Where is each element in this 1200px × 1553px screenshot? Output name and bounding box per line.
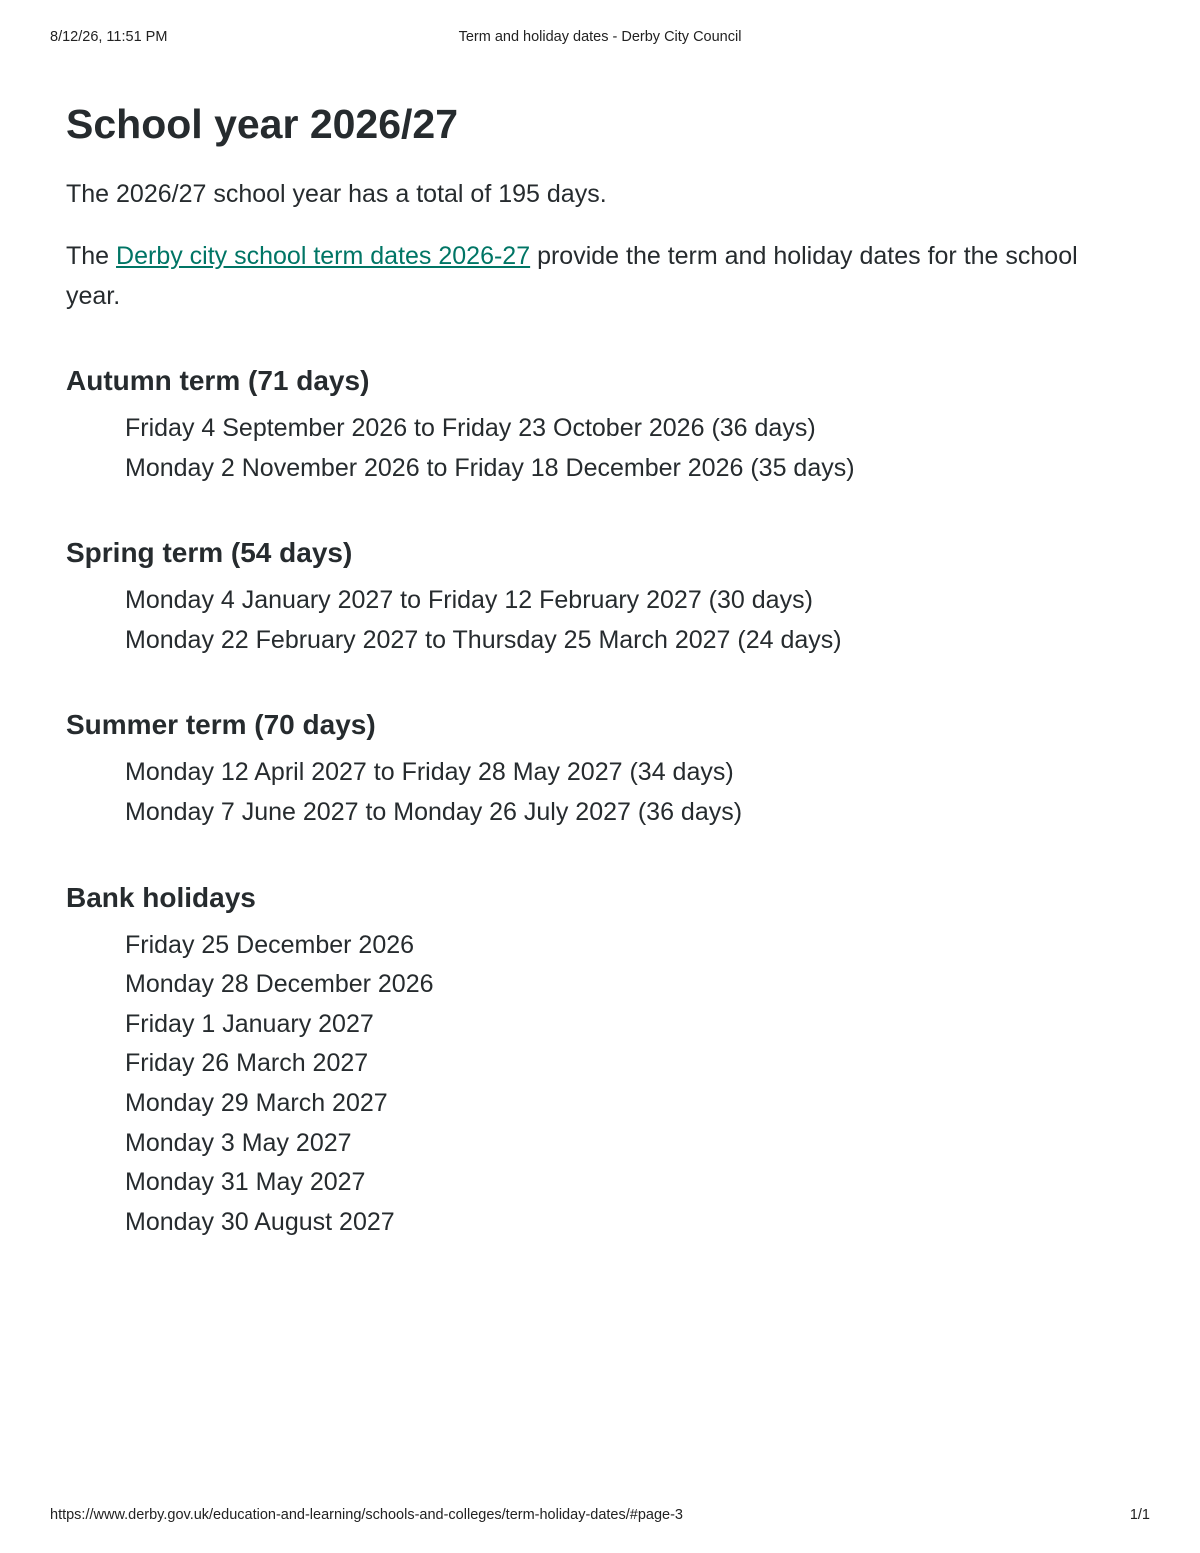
date-item: Monday 30 August 2027 — [125, 1207, 395, 1236]
date-list — [66, 409, 1106, 488]
date-item: Friday 25 December 2026 — [125, 930, 415, 959]
intro-text-before-link: The — [66, 242, 117, 270]
date-item: Friday 26 March 2027 — [125, 1049, 369, 1078]
date-item: Friday 4 September 2026 to Friday 23 October 2026 (36 days) — [125, 414, 816, 442]
print-datetime: 8/12/26, 11:51 PM — [50, 29, 168, 45]
date-list — [66, 753, 1106, 832]
section-heading: Bank holidays — [66, 881, 256, 913]
intro-paragraph — [66, 236, 1106, 316]
print-page-title-text: Term and holiday dates - Derby City Council — [458, 29, 742, 45]
date-item: Monday 28 December 2026 — [125, 970, 434, 999]
section-heading: Spring term (54 days) — [66, 537, 353, 569]
print-url: https://www.derby.gov.uk/education-and-learning/schools-and-colleges/term-holiday-dates/#page-3 — [50, 1507, 683, 1523]
print-header — [50, 29, 1150, 49]
date-item: Friday 1 January 2027 — [125, 1009, 374, 1038]
date-item: Monday 3 May 2027 — [125, 1128, 352, 1157]
section-autumn-term — [66, 361, 1106, 488]
section-bank-holidays — [66, 878, 1106, 1243]
date-item: Monday 22 February 2027 to Thursday 25 March 2027 (24 days) — [125, 625, 842, 654]
section-summer-term — [66, 705, 1106, 832]
section-heading: Summer term (70 days) — [66, 709, 376, 741]
section-heading: Autumn term (71 days) — [66, 365, 370, 396]
main-content — [66, 96, 1106, 1242]
date-item: Monday 12 April 2027 to Friday 28 May 2027 (34 days) — [125, 758, 734, 787]
date-item: Monday 2 November 2026 to Friday 18 December 2026 (35 days) — [125, 453, 855, 482]
date-item: Monday 4 January 2027 to Friday 12 February 2027 (30 days) — [125, 586, 813, 615]
date-list — [66, 926, 1106, 1243]
print-page-number: 1/1 — [1129, 1507, 1150, 1523]
term-dates-link[interactable]: Derby city school term dates 2026-27 — [116, 242, 531, 270]
intro-text-after-link: provide the term and holiday dates for the school year. — [66, 242, 1078, 310]
intro-text: The 2026/27 school year has a total of 195 days. — [66, 180, 607, 208]
date-item: Monday 7 June 2027 to Monday 26 July 2027 (36 days) — [125, 797, 743, 826]
page-title: School year 2026/27 — [66, 101, 459, 147]
date-item: Monday 31 May 2027 — [125, 1168, 366, 1197]
section-spring-term — [66, 533, 1106, 660]
date-list — [66, 581, 1106, 660]
date-item: Monday 29 March 2027 — [125, 1088, 388, 1117]
print-page-title — [50, 29, 1150, 45]
